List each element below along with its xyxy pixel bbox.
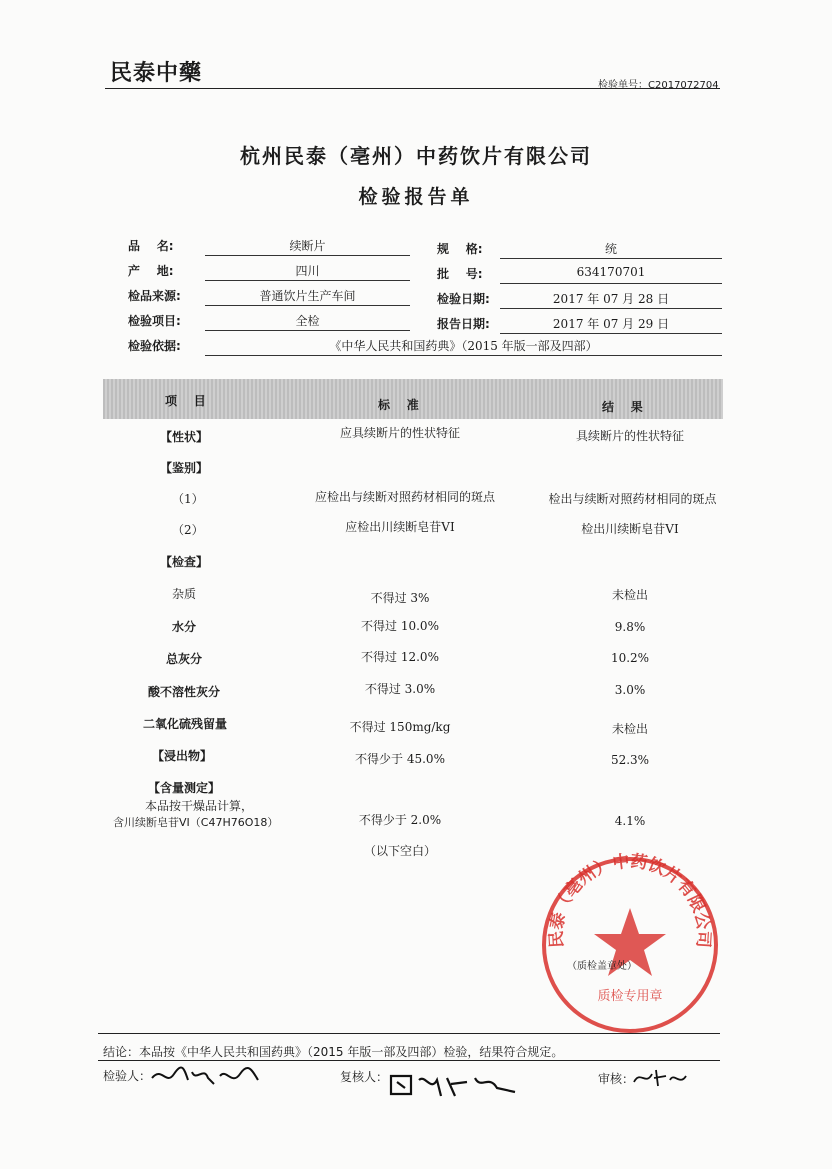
inspector-label: 检验人： xyxy=(103,1069,152,1083)
stamp-note: （质检盖章处） xyxy=(567,961,637,972)
row-zonghui-standard: 不得过 12.0% xyxy=(361,650,439,664)
row-hanliang-line3: 含川续断皂苷VI（C47H76O18） xyxy=(113,816,279,829)
row-jb1-standard: 应检出与续断对照药材相同的斑点 xyxy=(314,490,495,504)
origin-label: 产 地: xyxy=(128,264,174,278)
batch-value: 634170701 xyxy=(500,265,722,284)
header-result: 结 果 xyxy=(602,400,643,414)
row-zonghui-label: 总灰分 xyxy=(166,652,203,666)
row-jinchu-result: 52.3% xyxy=(610,753,650,767)
row-jb2-result: 检出川续断皂苷VI xyxy=(581,522,679,536)
svg-text:民泰（亳州）中药饮片有限公司: 民泰（亳州）中药饮片有限公司 xyxy=(546,851,714,949)
row-zazhi-result: 未检出 xyxy=(611,588,648,602)
header-divider xyxy=(105,88,720,89)
row-jiancha-label: 【检查】 xyxy=(160,555,209,569)
company-seal xyxy=(535,850,725,1040)
origin-value: 四川 xyxy=(205,262,410,281)
report-date-label: 报告日期: xyxy=(437,317,490,331)
row-shuifen-label: 水分 xyxy=(172,620,197,634)
basis-label: 检验依据: xyxy=(128,339,181,353)
blank-note: （以下空白） xyxy=(363,844,436,858)
row-hanliang-result: 4.1% xyxy=(614,814,646,828)
row-suanbu-standard: 不得过 3.0% xyxy=(364,682,436,696)
report-date-value: 2017 年 07 月 29 日 xyxy=(500,315,722,334)
header-item: 项 目 xyxy=(165,394,206,408)
item-value: 全检 xyxy=(205,312,410,331)
row-jianbie-label: 【鉴别】 xyxy=(160,461,209,475)
product-name-value: 续断片 xyxy=(205,237,410,256)
inspector-signature xyxy=(148,1062,263,1092)
conclusion-divider xyxy=(98,1033,720,1034)
company-title: 杭州民泰（亳州）中药饮片有限公司 xyxy=(240,144,592,168)
row-suanbu-result: 3.0% xyxy=(614,683,646,697)
row-so2-label: 二氧化硫残留量 xyxy=(143,717,228,731)
report-title: 检验报告单 xyxy=(358,186,474,208)
row-xingzhuang-result: 具续断片的性状特征 xyxy=(575,429,684,443)
row-suanbu-label: 酸不溶性灰分 xyxy=(148,685,221,699)
test-date-label: 检验日期: xyxy=(437,292,490,306)
row-hanliang-label: 【含量测定】 xyxy=(148,781,221,795)
row-zazhi-standard: 不得过 3% xyxy=(370,591,430,605)
basis-value: 《中华人民共和国药典》（2015 年版一部及四部） xyxy=(205,337,722,356)
item-label: 检验项目: xyxy=(128,314,181,328)
row-jb2-label: （2） xyxy=(172,523,204,537)
row-jinchu-standard: 不得少于 45.0% xyxy=(355,752,445,766)
source-value: 普通饮片生产车间 xyxy=(205,287,410,306)
seal-graphic xyxy=(535,850,725,1040)
row-hanliang-line2: 本品按干燥品计算， xyxy=(145,799,254,813)
svg-text:质检专用章: 质检专用章 xyxy=(597,989,663,1004)
product-name-label: 品 名: xyxy=(128,239,174,253)
row-shuifen-standard: 不得过 10.0% xyxy=(361,619,439,633)
batch-label: 批 号: xyxy=(437,267,483,281)
source-label: 检品来源: xyxy=(128,289,181,303)
row-so2-result: 未检出 xyxy=(611,722,648,736)
company-logo: 民泰中藥 xyxy=(110,60,203,86)
approver-signature xyxy=(630,1064,690,1090)
row-jinchu-label: 【浸出物】 xyxy=(152,749,213,763)
row-xingzhuang-standard: 应具续断片的性状特征 xyxy=(339,426,460,440)
row-so2-standard: 不得过 150mg/kg xyxy=(349,720,451,734)
row-jb2-standard: 应检出川续断皂苷VI xyxy=(345,520,455,534)
conclusion-text: 结论：本品按《中华人民共和国药典》（2015 年版一部及四部）检验，结果符合规定。 xyxy=(103,1045,564,1059)
row-jb1-label: （1） xyxy=(172,492,204,506)
row-zonghui-result: 10.2% xyxy=(610,651,650,665)
spec-label: 规 格: xyxy=(437,242,483,256)
reviewer-label: 复核人： xyxy=(340,1070,389,1084)
row-zazhi-label: 杂质 xyxy=(172,587,197,601)
row-hanliang-standard: 不得少于 2.0% xyxy=(358,813,442,827)
reviewer-signature xyxy=(385,1070,520,1102)
row-jb1-result: 检出与续断对照药材相同的斑点 xyxy=(548,492,717,506)
row-shuifen-result: 9.8% xyxy=(614,620,646,634)
approver-label: 审核： xyxy=(598,1072,635,1086)
header-standard: 标 准 xyxy=(378,398,419,412)
report-number: 检验单号：C2017072704 xyxy=(598,80,719,91)
test-date-value: 2017 年 07 月 28 日 xyxy=(500,290,722,309)
spec-value: 统 xyxy=(500,240,722,259)
conclusion-underline xyxy=(98,1060,720,1061)
row-xingzhuang-label: 【性状】 xyxy=(160,430,209,444)
